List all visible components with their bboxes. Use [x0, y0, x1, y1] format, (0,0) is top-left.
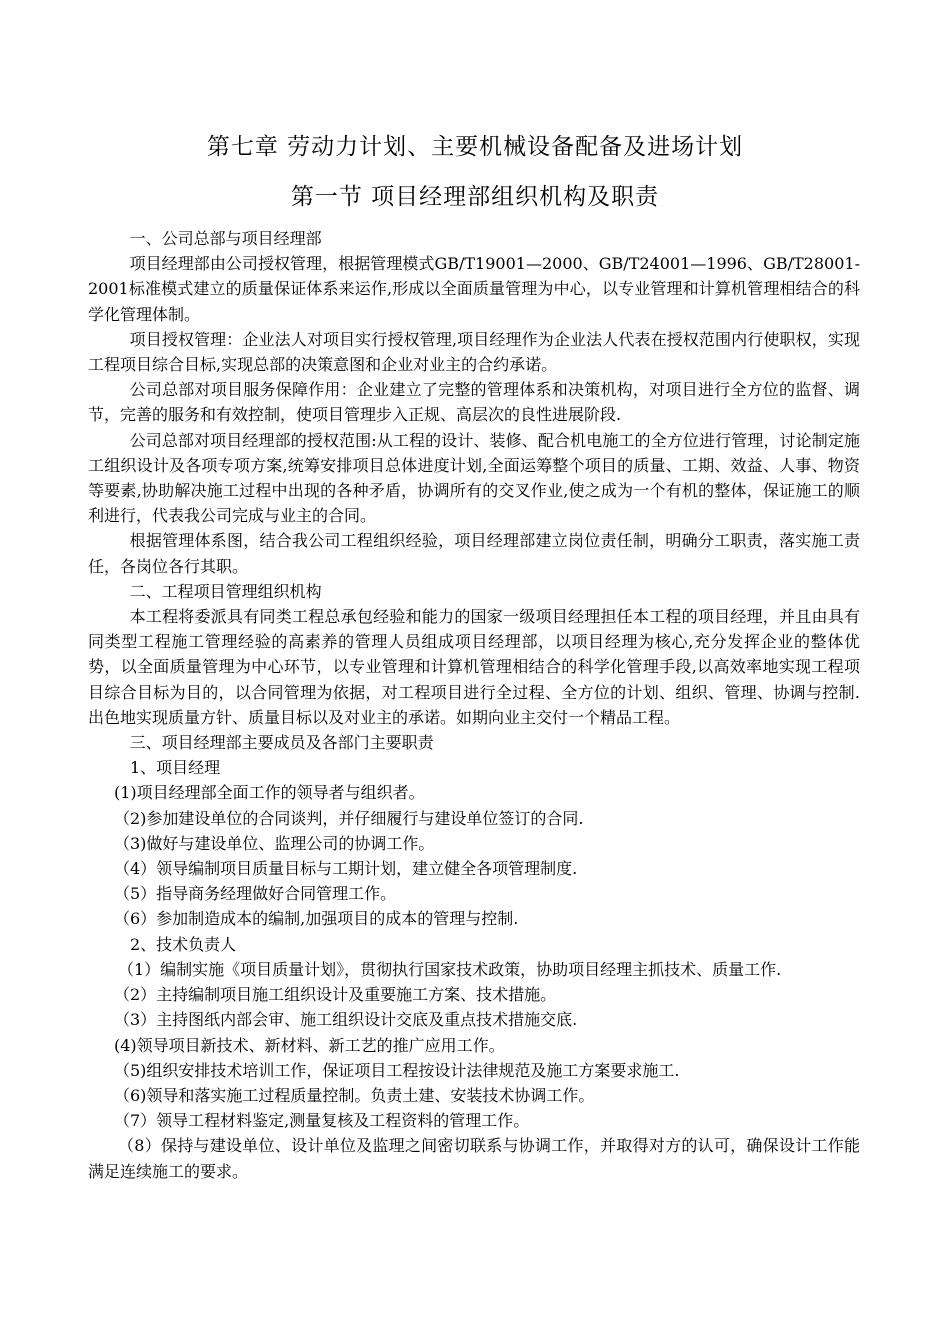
list-item: (4)领导项目新技术、新材料、新工艺的推广应用工作。 [114, 1035, 505, 1055]
list-item: （2)参加建设单位的合同谈判，并仔细履行与建设单位签订的合同. [114, 808, 584, 828]
list-item: （2）主持编制项目施工组织设计及重要施工方案、技术措施。 [114, 985, 557, 1005]
list-item: （5）指导商务经理做好合同管理工作。 [114, 884, 397, 904]
document-body [88, 226, 860, 1184]
list-item: （6)领导和落实施工过程质量控制。负责土建、安装技术协调工作。 [114, 1085, 595, 1105]
list-item: （4）领导编制项目质量目标与工期计划，建立健全各项管理制度. [114, 859, 578, 879]
list-item: （3）主持图纸内部会审、施工组织设计交底及重点技术措施交底. [114, 1010, 578, 1030]
list-item: （1）编制实施《项目质量计划》，贯彻执行国家技术政策，协助项目经理主抓技术、质量工作. [118, 959, 782, 979]
heading-3: 三、项目经理部主要成员及各部门主要职责 [129, 733, 434, 753]
list-item: （7）领导工程材料鉴定,测量复核及工程资料的管理工作。 [114, 1111, 530, 1131]
paragraph: 根据管理体系图，结合我公司工程组织经验，项目经理部建立岗位责任制，明确分工职责，落实施工责任，各岗位各行其职。 [88, 531, 860, 576]
heading-2: 二、工程项目管理组织机构 [129, 581, 322, 601]
paragraph: 项目经理部由公司授权管理，根据管理模式GB/T19001—2000、GB/T24001—1996、GB/T28001-2001标准模式建立的质量保证体系来运作,形成以全面质量管理为中心，以专业管理和计算机管理相结合的科学化管理体制。 [88, 254, 860, 324]
paragraph: 本工程将委派具有同类工程总承包经验和能力的国家一级项目经理担任本工程的项目经理，并且由具有同类型工程施工管理经验的高素养的管理人员组成项目经理部，以项目经理为核心,充分发挥企业的整体优势，以全面质量管理为中心环节，以专业管理和计算机管理相结合的科学化管理手段,以高效率地实现工程项目综合目标为目的，以合同管理为依据，对工程项目进行全过程、全方位的计划、组织、管理、协调与控制.出色地实现质量方针、质量目标以及对业主的承诺。如期向业主交付一个精品工程。 [88, 607, 860, 727]
subheading-technical-lead: 2、技术负责人 [130, 934, 237, 954]
heading-1: 一、公司总部与项目经理部 [129, 229, 322, 248]
paragraph: 公司总部对项目经理部的授权范围:从工程的设计、装修、配合机电施工的全方位进行管理，讨论制定施工组织设计及各项专项方案,统筹安排项目总体进度计划,全面运筹整个项目的质量、工期、效益、人事、物资等要素,协助解决施工过程中出现的各种矛盾，协调所有的交叉作业,使之成为一个有机的整体，保证施工的顺利进行，代表我公司完成与业主的合同。 [88, 430, 860, 526]
chapter-title: 第七章 劳动力计划、主要机械设备配备及进场计划 [206, 134, 744, 160]
list-item: （8）保持与建设单位、设计单位及监理之间密切联系与协调工作，并取得对方的认可，确保设计工作能满足连续施工的要求。 [88, 1136, 860, 1181]
list-item: (1)项目经理部全面工作的领导者与组织者。 [114, 783, 425, 803]
list-item: （5)组织安排技术培训工作，保证项目工程按设计法律规范及施工方案要求施工. [114, 1060, 680, 1080]
list-item: （6）参加制造成本的编制,加强项目的成本的管理与控制. [114, 909, 519, 929]
section-title: 第一节 项目经理部组织机构及职责 [290, 184, 660, 210]
subheading-project-manager: 1、项目经理 [130, 758, 221, 778]
paragraph: 公司总部对项目服务保障作用：企业建立了完整的管理体系和决策机构，对项目进行全方位的监督、调节，完善的服务和有效控制，使项目管理步入正规、高层次的良性进展阶段. [88, 380, 860, 425]
paragraph: 项目授权管理：企业法人对项目实行授权管理,项目经理作为企业法人代表在授权范围内行使职权，实现工程项目综合目标,实现总部的决策意图和企业对业主的合约承诺。 [88, 329, 860, 375]
list-item: （3)做好与建设单位、监理公司的协调工作。 [114, 833, 435, 853]
